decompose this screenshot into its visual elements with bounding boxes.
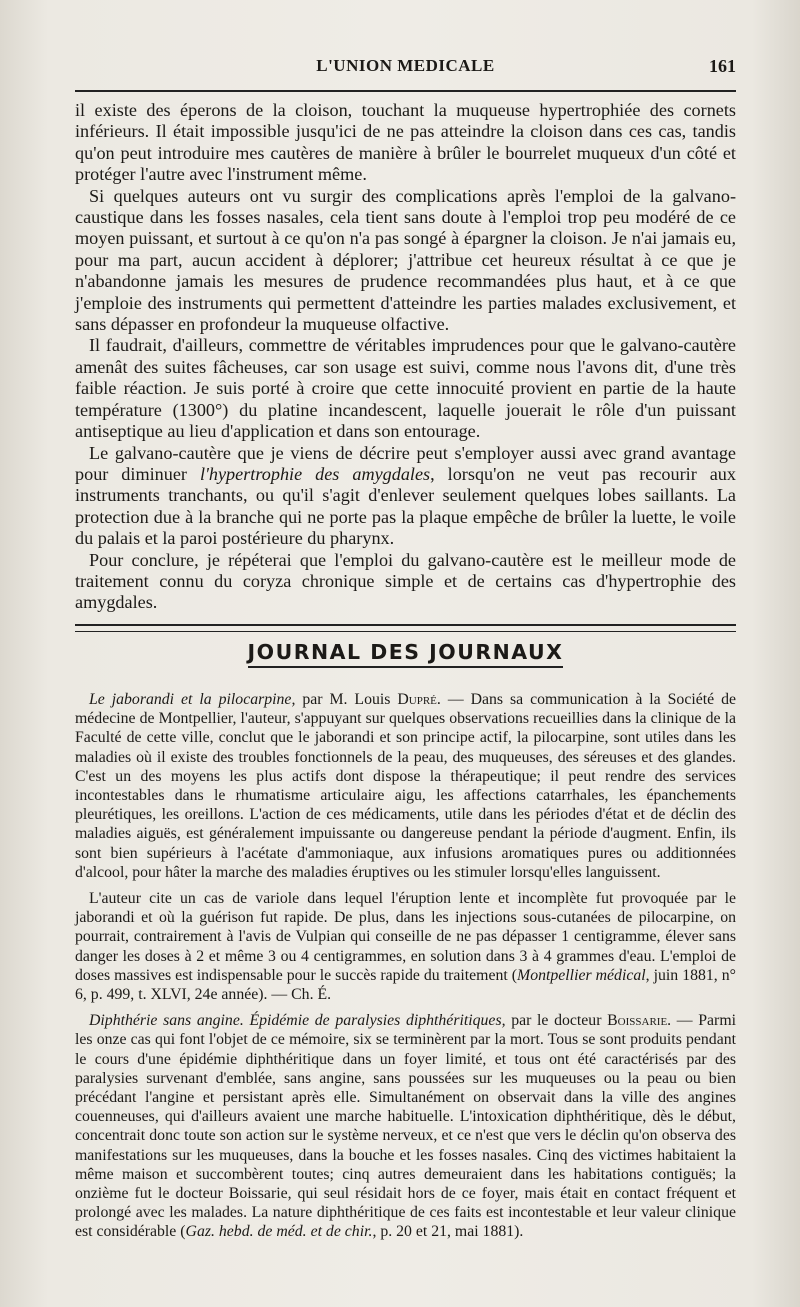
section-title-text: JOURNAL DES JOURNAUX bbox=[248, 640, 564, 668]
review-1-source: Montpellier médical bbox=[517, 966, 646, 984]
review-1-by: par M. Louis bbox=[295, 691, 398, 708]
review-1-paragraph-2 bbox=[75, 889, 736, 1004]
page-header bbox=[75, 56, 736, 86]
review-1-author: Dupré. bbox=[397, 691, 441, 708]
review-2-title: Diphthérie sans angine. Épidémie de paralysies diphthéritiques, bbox=[89, 1012, 506, 1030]
running-title: L'UNION MEDICALE bbox=[316, 56, 495, 75]
review-2-author: Boissarie. bbox=[607, 1012, 672, 1030]
review-2-text-b: , p. 20 et 21, mai 1881). bbox=[372, 1223, 524, 1241]
paragraph-4 bbox=[75, 443, 736, 550]
review-2-text-a: — Parmi les onze cas qui font l'objet de ce mémoire, six se terminèrent par la mort. Tous se sont produits pendant le cours d'une épidémie diphthéritique dans un foyer limité, et tous ont été caractérisés par des paralysies survenant d'emblée, sans angine, sans poussées sur les muqueuses ou la peau ou bien précédant l'angine et persistant après elle. Simultanément on observait dans la ville des angines couenneuses, qui d'ailleurs avaient une marche habituelle. L'intoxication diphthéritique, dès le début, concentrait donc toute son action sur le système nerveux, et ce n'est que vers le déclin qu'on observa des manifestations sur les muqueuses, dans la bouche et les fosses nasales. Cinq des victimes habitaient la même maison et succombèrent toutes; cinq autres demeuraient dans les habitations contiguës; la onzième fut le docteur Boissarie, qui seul résidait hors de ce foyer, mais était en contact fréquent et prolongé avec les malades. La nature diphthéritique de ces faits est incontestable et leur valeur clinique est considérable ( bbox=[75, 1012, 736, 1241]
review-1 bbox=[75, 690, 736, 882]
review-2-by: par le docteur bbox=[505, 1012, 608, 1030]
section-title bbox=[75, 640, 736, 664]
paragraph-4-italic: l'hypertrophie des amygdales bbox=[199, 463, 431, 484]
review-2 bbox=[75, 1011, 736, 1241]
header-rule bbox=[75, 90, 736, 92]
paragraph-3: Il faudrait, d'ailleurs, commettre de véritables imprudences pour que le galvano-cautère amenât des suites fâcheuses, car son usage est suivi, comme nous l'avons dit, d'une très faible réaction. Je suis porté à croire que cette innocuité provient en partie de la haute température (1300°) du platine incandescent, laquelle jouerait le rôle d'un puissant antiseptique au lieu d'application et dans son entourage. bbox=[75, 335, 736, 442]
review-1-p2-text-b: , juin 1881, n° 6, p. 499, t. XLVI, 24e année). — Ch. É. bbox=[75, 966, 736, 1004]
paragraph-4-text-a: Le galvano-cautère que je viens de décrire peut s'employer aussi avec grand avantage pour diminuer bbox=[75, 442, 736, 484]
section-divider bbox=[75, 624, 736, 632]
journal-reviews bbox=[75, 690, 736, 1249]
paragraph-1: il existe des éperons de la cloison, touchant la muqueuse hypertrophiée des cornets inférieurs. Il était impossible jusqu'ici de ne pas atteindre la cloison dans ces cas, tandis qu'on peut introduire mes cautères de manière à brûler le bourrelet muqueux d'un côté et protéger l'autre avec l'instrument même. bbox=[75, 100, 736, 185]
review-1-text: — Dans sa communication à la Société de médecine de Montpellier, l'auteur, s'appuyant sur quelques observations recueillies dans la clinique de la Faculté de cette ville, conclut que le jaborandi et son principe actif, la pilocarpine, sont utiles dans les maladies où il existe des troubles fonctionnels de la peau, des muqueuses, des séreuses et des glandes. C'est un des moyens les plus actifs dont dispose la thérapeutique; il peut rendre des services incontestables dans le rhumatisme articulaire aigu, les affections catarrhales, les épanchements pleurétiques, les oreillons. L'action de ces médicaments, utile dans les périodes d'état et de déclin des maladies aiguës, est généralement impuissante ou dangereuse pendant la période d'augment. Enfin, ils sont bien supérieurs à l'acétate d'ammoniaque, aux infusions aromatiques pures ou additionnées d'alcool, pour hâter la marche des maladies éruptives ou les stimuler lorsqu'elles languissent. bbox=[75, 691, 736, 881]
article-body bbox=[75, 100, 736, 614]
review-1-title: Le jaborandi et la pilocarpine, bbox=[89, 691, 296, 708]
paragraph-5: Pour conclure, je répéterai que l'emploi du galvano-cautère est le meilleur mode de traitement connu du coryza chronique simple et de certains cas d'hypertrophie des amygdales. bbox=[75, 549, 736, 613]
paragraph-4-text-b: , lorsqu'on ne veut pas recourir aux instruments tranchants, ou qu'il s'agit d'enlever seulement quelques lobes saillants. La protection due à la branche qui ne porte pas la plaque empêche de brûler la luette, le voile du palais et la paroi postérieure du pharynx. bbox=[75, 463, 736, 549]
paragraph-2: Si quelques auteurs ont vu surgir des complications après l'emploi de la galvano-caustique dans les fosses nasales, cela tient sans doute à l'emploi trop peu modéré de ce moyen puissant, et surtout à ce qu'on n'a pas songé à épargner la cloison. Je n'ai jamais eu, pour ma part, aucun accident à déplorer; j'attribue cet heureux résultat à ce que je n'abandonne jamais les mesures de prudence recommandées plus haut, et à ce que j'emploie des instruments qui permettent d'atteindre les parties malades exclusivement, et sans dépasser en profondeur la muqueuse olfactive. bbox=[75, 185, 736, 335]
review-1-p2-text-a: L'auteur cite un cas de variole dans lequel l'éruption lente et incomplète fut provoquée par le jaborandi et où la guérison fut rapide. De plus, dans les injections sous-cutanées de pilocarpine, on pourrait, contrairement à l'avis de Vulpian qui conseille de ne pas dépasser 1 centigramme, élever sans danger les doses à 2 et même 3 ou 4 centigrammes, en solution dans 3 à 4 grammes d'eau. L'emploi de doses massives est indispensable pour le succès rapide du traitement ( bbox=[75, 890, 736, 984]
page-number: 161 bbox=[709, 56, 736, 76]
review-2-source: Gaz. hebd. de méd. et de chir. bbox=[185, 1223, 373, 1241]
